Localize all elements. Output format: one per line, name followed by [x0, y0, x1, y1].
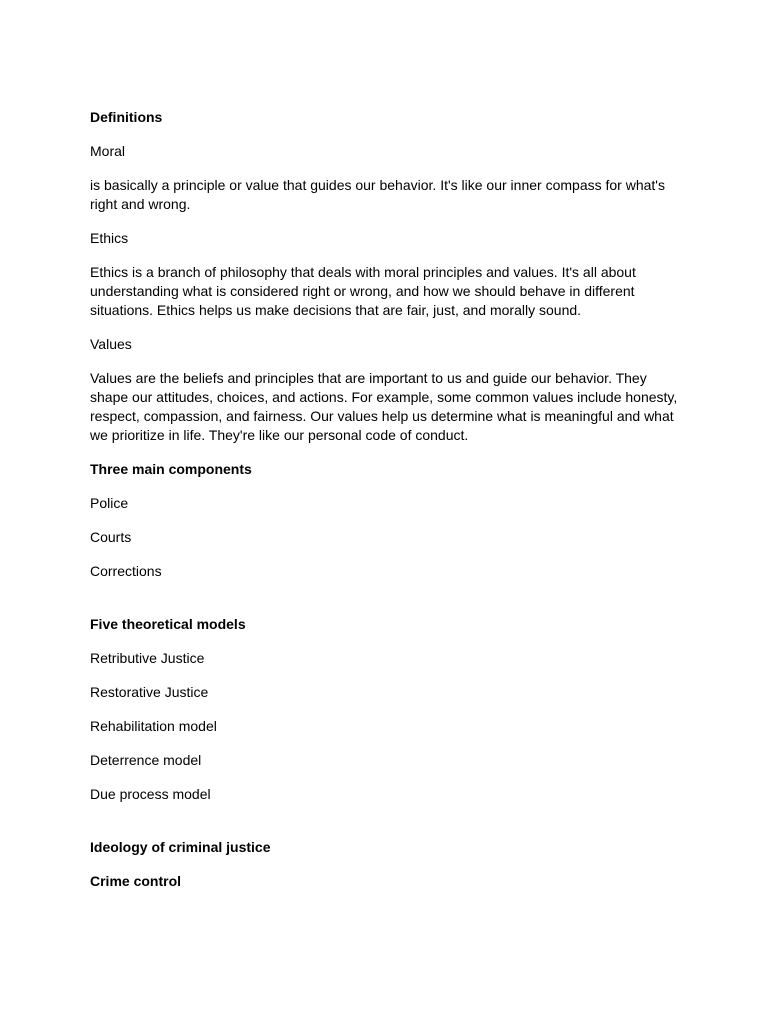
- ideology-heading: Ideology of criminal justice: [90, 839, 271, 855]
- spacer: [90, 596, 678, 615]
- definition-ethics: Ethics is a branch of philosophy that deals with moral principles and values. It's all about understanding what is considered right or wrong, and how we should behave in different situations. Ethics helps us make decisions that are fair, just, and morally sound.: [90, 264, 636, 318]
- term-values: Values: [90, 336, 132, 352]
- model-item: Due process model: [90, 786, 211, 802]
- spacer: [90, 819, 678, 838]
- model-item: Deterrence model: [90, 752, 202, 768]
- components-heading: Three main components: [90, 461, 252, 477]
- component-item: Police: [90, 495, 129, 511]
- model-item: Restorative Justice: [90, 684, 209, 700]
- document-page: [90, 108, 678, 906]
- model-item: Retributive Justice: [90, 650, 205, 666]
- component-item: Corrections: [90, 563, 162, 579]
- models-heading: Five theoretical models: [90, 616, 246, 632]
- definition-moral: is basically a principle or value that guides our behavior. It's like our inner compass for what's right and wrong.: [90, 177, 665, 212]
- model-item: Rehabilitation model: [90, 718, 217, 734]
- component-item: Courts: [90, 529, 132, 545]
- definitions-heading: Definitions: [90, 109, 163, 125]
- definition-values: Values are the beliefs and principles that are important to us and guide our behavior. They shape our attitudes, choices, and actions. For example, some common values include honesty, respect, compassion, and fairness. Our values help us determine what is meaningful and what we prioritize in life. They're like our personal code of conduct.: [90, 370, 678, 443]
- term-moral: Moral: [90, 143, 126, 159]
- term-ethics: Ethics: [90, 230, 129, 246]
- crime-control-heading: Crime control: [90, 873, 182, 889]
